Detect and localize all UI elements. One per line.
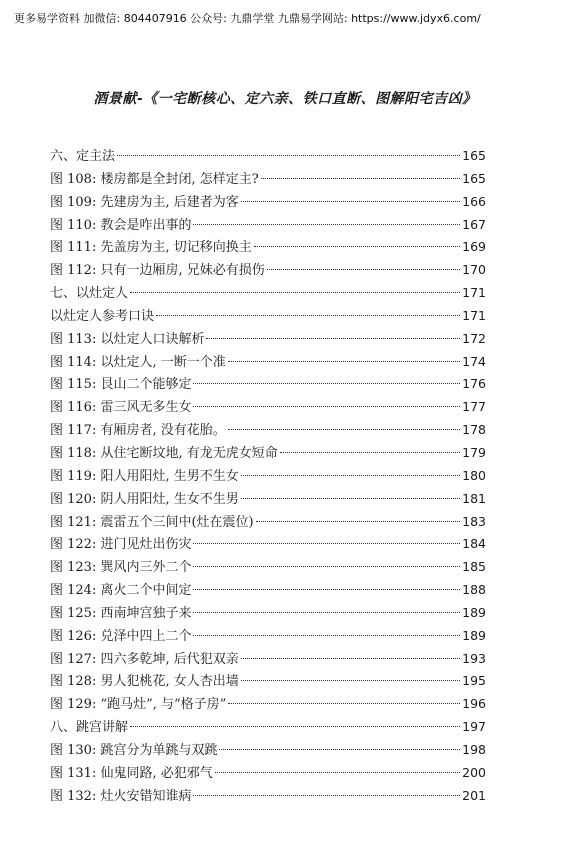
- toc-entry: [50, 305, 486, 328]
- toc-entry-page-number: 169: [462, 239, 486, 255]
- toc-leader-dots: [193, 543, 460, 544]
- toc-entry-page-number: 166: [462, 193, 486, 209]
- toc-entry: [50, 328, 486, 351]
- toc-entry-label: 图 113: 以灶定人口诀解析: [50, 331, 205, 347]
- toc-entry: [50, 556, 486, 579]
- toc-entry-page-number: 170: [462, 262, 486, 278]
- toc-entry-page-number: 200: [462, 764, 486, 780]
- toc-entry: [50, 602, 486, 625]
- toc-entry-page-number: 188: [462, 582, 486, 598]
- toc-entry: [50, 488, 486, 511]
- toc-leader-dots: [193, 566, 460, 567]
- toc-entry: [50, 373, 486, 396]
- toc-leader-dots: [241, 658, 460, 659]
- toc-entry-page-number: 193: [462, 650, 486, 666]
- toc-entry-page-number: 179: [462, 444, 486, 460]
- toc-entry: [50, 785, 486, 808]
- toc-entry-label: 图 128: 男人犯桃花, 女人杏出墙: [50, 674, 239, 690]
- toc-entry-label: 图 109: 先建房为主, 后建者为客: [50, 194, 239, 210]
- toc-entry-label: 六、定主法: [50, 149, 116, 164]
- toc-entry-label: 图 108: 楼房都是全封闭, 怎样定主?: [50, 171, 259, 187]
- toc-entry: [50, 670, 486, 693]
- toc-entry-page-number: 189: [462, 627, 486, 643]
- toc-leader-dots: [228, 429, 460, 430]
- toc-entry-page-number: 177: [462, 399, 486, 415]
- toc-entry-label: 图 122: 进门见灶出伤灾: [50, 537, 192, 553]
- toc-entry-page-number: 195: [462, 673, 486, 689]
- toc-entry: [50, 625, 486, 648]
- toc-leader-dots: [219, 749, 460, 750]
- toc-entry-page-number: 196: [462, 696, 486, 712]
- toc-entry: [50, 465, 486, 488]
- toc-entry-page-number: 198: [462, 741, 486, 757]
- toc-leader-dots: [228, 361, 460, 362]
- toc-entry-label: 图 112: 只有一边厢房, 兄妹必有损伤: [50, 263, 265, 279]
- toc-leader-dots: [130, 726, 460, 727]
- toc-entry-page-number: 172: [462, 330, 486, 346]
- toc-entry-page-number: 174: [462, 353, 486, 369]
- toc-leader-dots: [267, 269, 460, 270]
- toc-leader-dots: [215, 772, 460, 773]
- toc-entry-page-number: 181: [462, 490, 486, 506]
- toc-entry-label: 图 115: 艮山二个能够定: [50, 377, 192, 393]
- toc-leader-dots: [193, 224, 460, 225]
- table-of-contents: [50, 145, 486, 807]
- toc-entry-label: 图 123: 巽风内三外二个: [50, 560, 192, 576]
- toc-leader-dots: [193, 383, 460, 384]
- toc-entry-page-number: 197: [462, 719, 486, 735]
- toc-entry-page-number: 178: [462, 422, 486, 438]
- toc-leader-dots: [228, 703, 460, 704]
- toc-entry-label: 图 131: 仙鬼同路, 必犯邪气: [50, 765, 213, 781]
- toc-entry: [50, 282, 486, 305]
- toc-leader-dots: [241, 680, 460, 681]
- toc-entry-page-number: 183: [462, 513, 486, 529]
- toc-entry-label: 图 118: 从住宅断坟地, 有龙无虎女短命: [50, 445, 278, 461]
- toc-leader-dots: [254, 246, 460, 247]
- toc-entry-page-number: 189: [462, 604, 486, 620]
- toc-entry-page-number: 165: [462, 170, 486, 186]
- toc-entry: [50, 648, 486, 671]
- toc-entry: [50, 145, 486, 168]
- toc-entry-label: 图 124: 离火二个中间定: [50, 583, 192, 599]
- toc-leader-dots: [256, 521, 461, 522]
- toc-leader-dots: [193, 635, 460, 636]
- toc-entry-label: 图 130: 跳宫分为单跳与双跳: [50, 742, 218, 758]
- toc-entry-label: 图 110: 教会是咋出事的: [50, 217, 192, 233]
- toc-entry-label: 图 119: 阳人用阳灶, 生男不生女: [50, 468, 239, 484]
- toc-leader-dots: [261, 178, 460, 179]
- toc-entry: [50, 396, 486, 419]
- toc-leader-dots: [156, 315, 460, 316]
- toc-leader-dots: [193, 406, 460, 407]
- toc-entry: [50, 191, 486, 214]
- toc-entry-page-number: 171: [462, 307, 486, 323]
- toc-entry: [50, 511, 486, 534]
- toc-entry-page-number: 185: [462, 559, 486, 575]
- toc-entry-label: 图 132: 灶火安错知谁病: [50, 788, 192, 804]
- toc-entry: [50, 693, 486, 716]
- toc-entry-page-number: 184: [462, 536, 486, 552]
- toc-entry-label: 图 120: 阴人用阳灶, 生女不生男: [50, 491, 239, 507]
- toc-leader-dots: [193, 612, 460, 613]
- toc-entry-label: 八、跳宫讲解: [50, 720, 129, 736]
- document-title: 酒景献-《一宅断核心、定六亲、铁口直断、图解阳宅吉凶》: [93, 91, 477, 107]
- toc-entry: [50, 442, 486, 465]
- toc-entry-label: 图 129: “跑马灶”, 与“格子房”: [50, 697, 227, 713]
- toc-entry-label: 图 126: 兑泽中四上二个: [50, 628, 192, 644]
- toc-entry: [50, 259, 486, 282]
- toc-entry: [50, 236, 486, 259]
- toc-entry-page-number: 165: [462, 148, 486, 163]
- toc-entry-label: 图 125: 西南坤宫独子来: [50, 605, 192, 621]
- toc-entry: [50, 168, 486, 191]
- toc-leader-dots: [130, 292, 460, 293]
- toc-entry: [50, 351, 486, 374]
- toc-entry: [50, 762, 486, 785]
- toc-leader-dots: [241, 498, 460, 499]
- toc-entry-label: 图 116: 雷三风无多生女: [50, 400, 192, 416]
- toc-entry-page-number: 167: [462, 216, 486, 232]
- toc-entry: [50, 419, 486, 442]
- toc-entry: [50, 214, 486, 237]
- toc-leader-dots: [280, 452, 460, 453]
- toc-entry-label: 图 127: 四六多乾坤, 后代犯双亲: [50, 651, 239, 667]
- toc-entry: [50, 716, 486, 739]
- toc-leader-dots: [193, 795, 460, 796]
- toc-leader-dots: [193, 589, 460, 590]
- watermark-header: 更多易学资料 加微信: 804407916 公众号: 九鼎学堂 九鼎易学网站: https://www.jdyx6.com/: [14, 12, 481, 25]
- toc-leader-dots: [117, 155, 460, 156]
- toc-entry-label: 图 121: 震雷五个三间中(灶在震位): [50, 514, 254, 530]
- toc-entry-label: 七、以灶定人: [50, 286, 129, 302]
- toc-entry: [50, 533, 486, 556]
- toc-entry-page-number: 201: [462, 787, 486, 803]
- toc-entry: [50, 579, 486, 602]
- toc-entry-page-number: 171: [462, 285, 486, 301]
- toc-leader-dots: [241, 475, 460, 476]
- toc-entry-label: 图 117: 有厢房者, 没有花胎。: [50, 423, 226, 439]
- toc-leader-dots: [206, 338, 460, 339]
- toc-entry-label: 图 111: 先盖房为主, 切记移向换主: [50, 240, 252, 256]
- toc-entry-page-number: 176: [462, 376, 486, 392]
- toc-leader-dots: [241, 201, 460, 202]
- toc-entry: [50, 739, 486, 762]
- toc-entry-page-number: 180: [462, 467, 486, 483]
- toc-entry-label: 以灶定人参考口诀: [50, 308, 155, 324]
- toc-entry-label: 图 114: 以灶定人, 一断一个准: [50, 354, 226, 370]
